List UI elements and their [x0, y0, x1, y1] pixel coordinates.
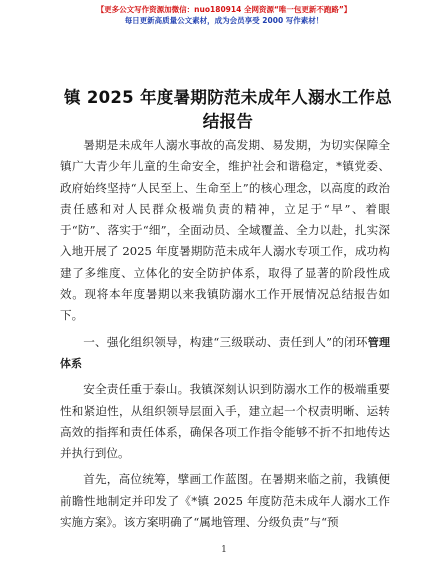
body-paragraph: 首先，高位统筹，擘画工作蓝图。在暑期来临之前，我镇便前瞻性地制定并印发了《*镇 2025 年度防范未成年人溺水工作实施方案》。该方案明确了“属地管理、分级负责”与“预 [60, 472, 390, 530]
promo-banner [0, 4, 448, 26]
banner-line-1: 【更多公文写作资源加微信：nuo180914 全网资源“唯一包更新不跑路”】 [96, 5, 352, 14]
section-heading-1 [60, 332, 390, 375]
page-number: 1 [221, 545, 227, 555]
section-heading-strong: 管理体系 [60, 335, 391, 370]
document-title: 镇 2025 年度暑期防范未成年人溺水工作总结报告 [63, 88, 392, 131]
banner-line-2: 每日更新高质量公文素材，成为会员享受 2000 写作素材！ [124, 16, 324, 25]
document-body [60, 135, 390, 533]
body-paragraph: 安全责任重于泰山。我镇深刻认识到防溺水工作的极端重要性和紧迫性，从组织领导层面入手，建立起一个权责明晰、运转高效的指挥和责任体系，确保各项工作指令能够不折不扣地传达并执行到位。 [60, 382, 390, 461]
section-heading-lead: 一、强化组织领导，构建“三级联动、责任到人”的闭环 [83, 334, 368, 349]
intro-paragraph: 暑期是未成年人溺水事故的高发期、易发期，为切实保障全镇广大青少年儿童的生命安全，维护社会和谐稳定，*镇党委、政府始终坚持“人民至上、生命至上”的核心理念，以高度的政治责任感和对人民群众极端负责的精神，立足于“早”、着眼于“防”、落实于“细”，全面动员、全域覆盖、全力以赴，扎实深入地开展了 2025 年度暑期防范未成年人溺水专项工作，成功构建了多维度、立体化的安全防护体系，取得了显著的阶段性成效。现将本年度暑期以来我镇防溺水工作开展情况总结报告如下。 [60, 138, 390, 323]
